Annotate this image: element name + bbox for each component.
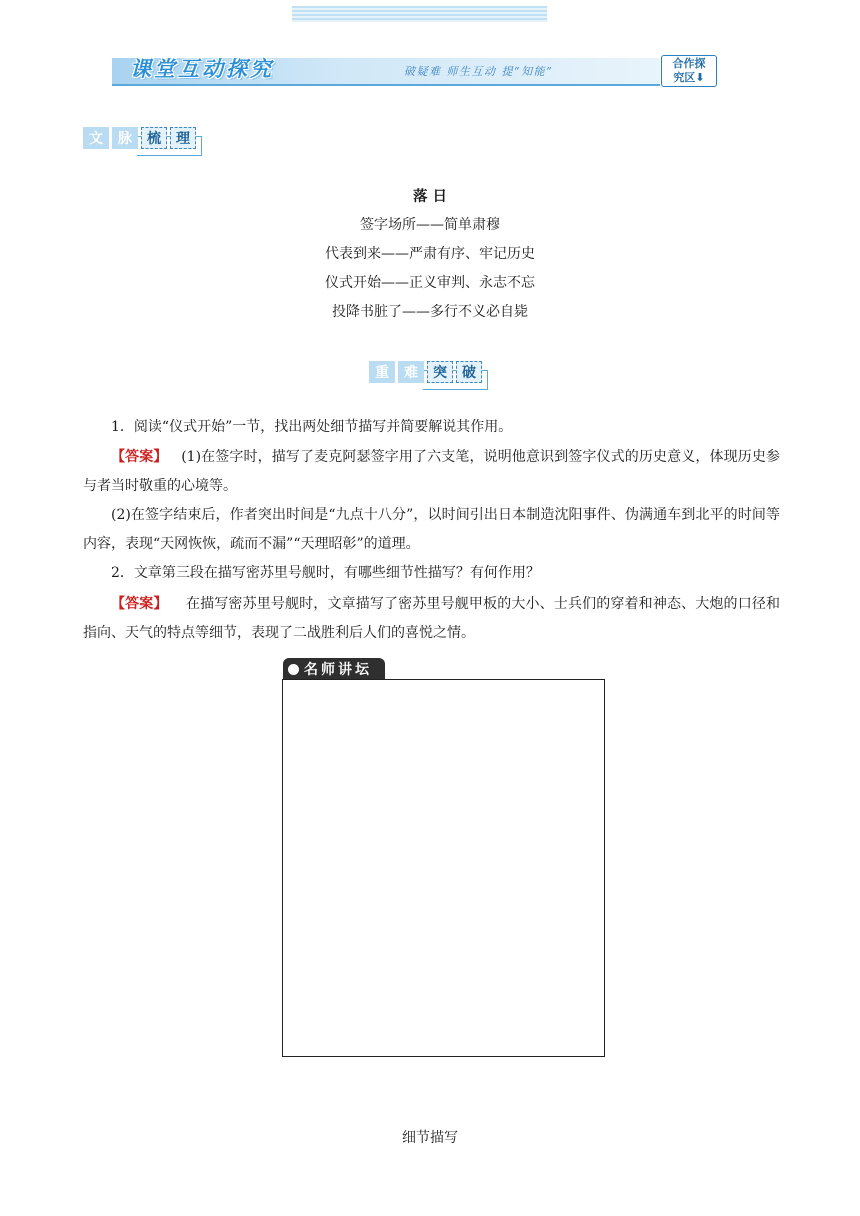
cooperative-zone-button[interactable] <box>661 55 717 87</box>
tag-char: 文 <box>83 127 109 149</box>
tag-char: 破 <box>456 361 482 383</box>
question-1: 1．阅读“仪式开始”一节，找出两处细节描写并简要解说其作用。 <box>111 419 513 435</box>
poem-line: 签字场所——简单肃穆 <box>360 217 500 233</box>
tag-char: 梳 <box>141 127 167 149</box>
poem-line: 仪式开始——正义审判、永志不忘 <box>325 275 535 291</box>
poem-line: 投降书脏了——多行不义必自毙 <box>332 304 528 320</box>
answer-label: 【答案】 <box>111 449 168 465</box>
answer-text: (1)在签字时，描写了麦克阿瑟签字用了六支笔，说明他意识到签字仪式的历史意义，体现历史参与者当时敬重的心境等。 <box>83 449 780 494</box>
header-subtitle: 破疑难 师生互动 提“知能” <box>404 65 554 78</box>
lecture-box <box>282 679 605 1057</box>
banner-stripes <box>292 6 547 22</box>
lecture-tab <box>283 658 385 680</box>
footer-text: 细节描写 <box>402 1130 458 1146</box>
coop-line-2: 究区⬇ <box>673 71 705 84</box>
answer-label: 【答案】 <box>111 596 168 612</box>
answer-text: 在描写密苏里号舰时，文章描写了密苏里号舰甲板的大小、士兵们的穿着和神态、大炮的口径和指向、天气的特点等细节，表现了二战胜利后人们的喜悦之情。 <box>83 596 780 641</box>
answer-2 <box>83 590 780 648</box>
tag-char: 突 <box>427 361 453 383</box>
bullet-dot-icon <box>288 664 299 675</box>
header-title: 课堂互动探究 <box>130 56 274 81</box>
section-tag-wenmai <box>83 127 199 149</box>
tag-char: 脉 <box>112 127 138 149</box>
lecture-tab-label: 名师讲坛 <box>304 662 372 678</box>
tag-char: 重 <box>369 361 395 383</box>
answer-1-part-1 <box>83 443 780 501</box>
tag-char: 理 <box>170 127 196 149</box>
answer-1-part-2: (2)在签字结束后，作者突出时间是“九点十八分”，以时间引出日本制造沈阳事件、伪满通车到北平的时间等内容，表现“天网恢恢，疏而不漏”“天理昭彰”的道理。 <box>83 507 780 552</box>
coop-line-1: 合作探 <box>672 57 706 70</box>
question-2: 2．文章第三段在描写密苏里号舰时，有哪些细节性描写？有何作用？ <box>111 565 540 581</box>
tag-char: 难 <box>398 361 424 383</box>
poem-title: 落 日 <box>412 189 448 205</box>
poem-line: 代表到来——严肃有序、牢记历史 <box>325 246 535 262</box>
section-tag-zhongnan <box>369 361 485 383</box>
